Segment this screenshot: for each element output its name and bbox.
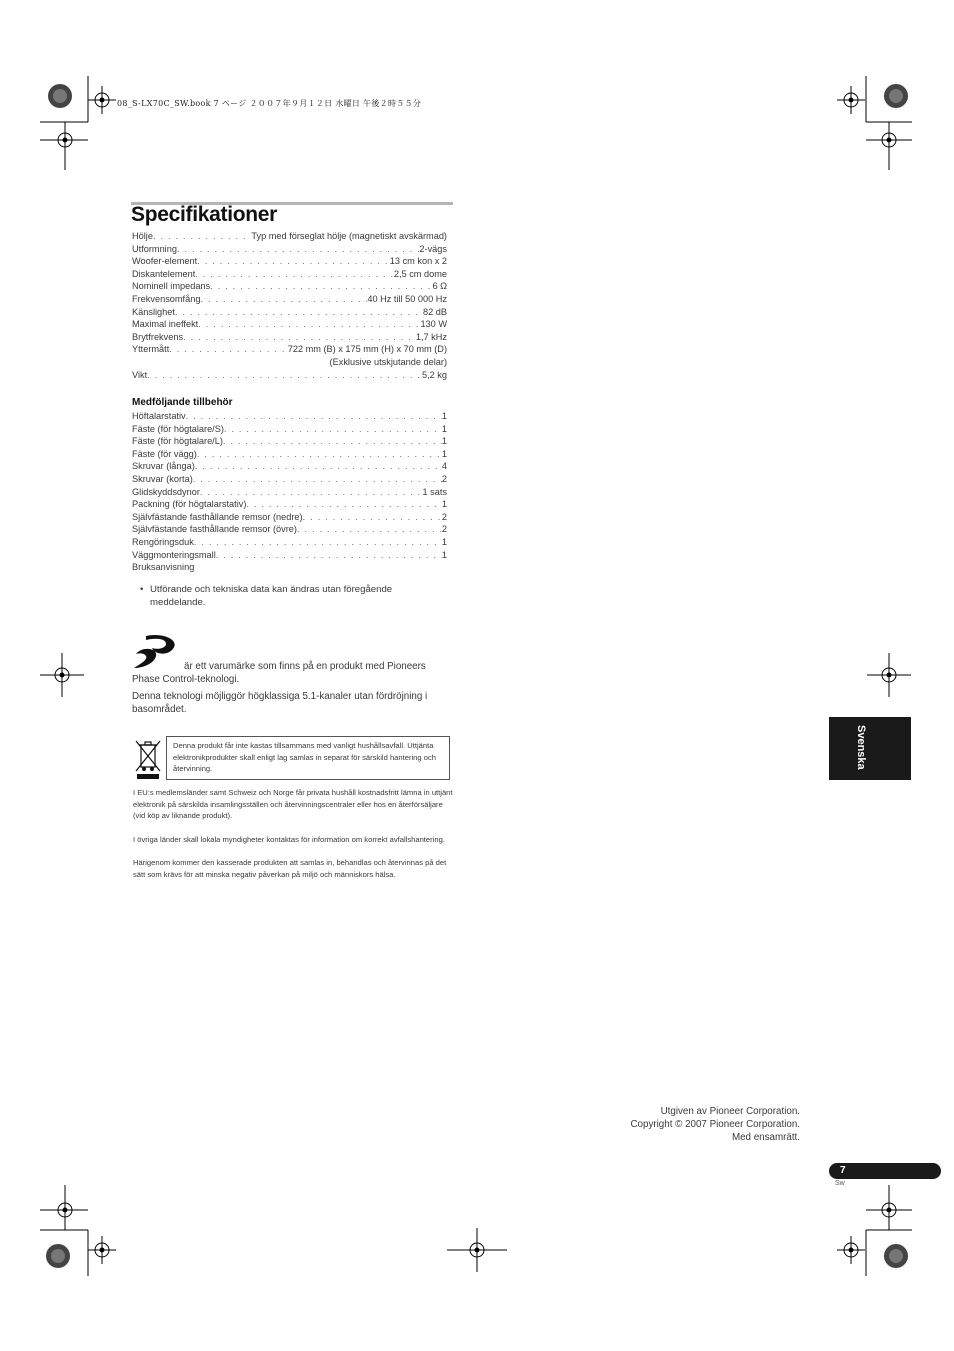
spec-row xyxy=(132,243,447,256)
accessory-row xyxy=(132,561,447,574)
trademark-line-1: är ett varumärke som finns på en produkt med Pioneers xyxy=(184,661,426,672)
accessory-row xyxy=(132,410,447,423)
spec-note: (Exklusive utskjutande delar) xyxy=(329,356,447,367)
accessory-qty: 2 xyxy=(441,511,447,522)
accessory-row xyxy=(132,498,447,511)
spec-value: 130 W xyxy=(420,319,447,330)
spec-label: Hölje xyxy=(132,231,153,241)
disposal-paragraph: Härigenom kommer den kasserade produkten att samlas in, behandlas och återvinnas på det sätt som krävs för att minska negativ påverkan på miljö och människors hälsa. xyxy=(133,858,447,879)
spec-value: 6 Ω xyxy=(432,281,447,292)
bullet-icon: • xyxy=(140,584,144,595)
accessory-label: Bruksanvisning xyxy=(132,562,195,573)
accessory-label: Självfästande fasthållande remsor (nedre) xyxy=(132,511,303,522)
trademark-line-2: Phase Control-teknologi. xyxy=(132,674,240,685)
accessory-qty: 1 xyxy=(441,436,447,447)
copyright-line: Copyright © 2007 Pioneer Corporation. xyxy=(630,1119,800,1130)
spec-value: 2-vägs xyxy=(419,243,447,254)
spec-row xyxy=(132,280,447,293)
spec-value: 82 dB xyxy=(422,306,447,317)
copyright-line: Utgiven av Pioneer Corporation. xyxy=(660,1106,800,1117)
accessory-qty: 1 xyxy=(441,411,447,421)
spec-label: Diskantelement xyxy=(132,268,196,279)
accessory-qty: 1 sats xyxy=(422,486,447,497)
accessory-row xyxy=(132,460,447,473)
accessory-row xyxy=(132,549,447,562)
accessories-heading: Medföljande tillbehör xyxy=(132,397,233,408)
spec-label: Brytfrekvens xyxy=(132,331,184,342)
spec-row xyxy=(132,230,447,243)
accessory-qty: 1 xyxy=(441,423,447,434)
spec-list xyxy=(132,230,447,381)
language-tab-label: Svenska xyxy=(855,725,867,770)
accessory-label: Höftalarstativ xyxy=(132,411,186,421)
disposal-paragraph: I EU:s medlemsländer samt Schweiz och Norge får privata hushåll kostnadsfritt lämna in uttjänt elektronik på särskilda insamlingsställen och återvinningscentraler eller hos en återförsäljare (vid köp av liknande produkt). xyxy=(133,788,453,821)
page-number: 7 xyxy=(840,1165,846,1176)
spec-value: 5,2 kg xyxy=(421,369,447,380)
accessory-label: Rengöringsduk xyxy=(132,536,194,547)
spec-row xyxy=(132,369,447,382)
spec-value: 40 Hz till 50 000 Hz xyxy=(367,293,447,304)
accessory-label: Packning (för högtalarstativ) xyxy=(132,499,247,510)
accessory-row xyxy=(132,511,447,524)
spec-label: Känslighet xyxy=(132,306,175,317)
accessory-label: Fäste (för högtalare/S) xyxy=(132,423,224,434)
accessory-label: Skruvar (långa) xyxy=(132,461,195,472)
accessory-label: Självfästande fasthållande remsor (övre) xyxy=(132,524,297,535)
accessory-qty: 1 xyxy=(441,499,447,510)
accessory-qty: 4 xyxy=(441,461,447,472)
disposal-text xyxy=(133,787,455,892)
spec-row xyxy=(132,318,447,331)
spec-label: Woofer-element xyxy=(132,256,198,267)
spec-value: 1,7 kHz xyxy=(415,331,447,342)
spec-value: 13 cm kon x 2 xyxy=(389,256,447,267)
spec-row xyxy=(132,331,447,344)
page-title: Specifikationer xyxy=(131,203,278,226)
copyright-block xyxy=(630,1105,800,1144)
technology-text: Denna teknologi möjliggör högklassiga 5.1-kanaler utan fördröjning i basområdet. xyxy=(132,691,428,715)
spec-label: Maximal ineffekt xyxy=(132,319,199,330)
accessory-qty: 2 xyxy=(441,473,447,484)
accessory-label: Fäste (för högtalare/L) xyxy=(132,436,223,447)
weee-notice-box: Denna produkt får inte kastas tillsammans med vanligt hushållsavfall. Uttjänta elektronikprodukter skall enligt lag samlas in separat för särskild hantering och återvinning. xyxy=(166,736,450,780)
language-tab xyxy=(829,717,911,780)
spec-value: Typ med förseglat hölje (magnetiskt avskärmad) xyxy=(251,231,447,241)
spec-row xyxy=(132,268,447,281)
accessory-label: Glidskyddsdynor xyxy=(132,486,200,497)
file-info-header: 08_S-LX70C_SW.book 7 ページ ２００７年９月１２日 水曜日 午後２時５５分 xyxy=(117,99,422,108)
spec-label: Vikt xyxy=(132,369,148,380)
accessory-row xyxy=(132,523,447,536)
accessory-qty: 1 xyxy=(441,448,447,459)
disposal-paragraph: I övriga länder skall lokala myndigheter kontaktas för information om korrekt avfallshantering. xyxy=(133,834,445,844)
spec-row xyxy=(132,255,447,268)
trademark-text xyxy=(132,660,454,686)
accessory-qty: 1 xyxy=(441,549,447,560)
accessory-label: Fäste (för vägg) xyxy=(132,448,197,459)
accessory-row xyxy=(132,486,447,499)
copyright-line: Med ensamrätt. xyxy=(731,1132,800,1143)
accessory-row xyxy=(132,473,447,486)
page-language-code: Sw xyxy=(835,1180,845,1187)
accessory-label: Skruvar (korta) xyxy=(132,473,193,484)
spec-row xyxy=(132,293,447,306)
accessory-row xyxy=(132,448,447,461)
accessory-label: Väggmonteringsmall xyxy=(132,549,216,560)
spec-row xyxy=(132,343,447,356)
spec-label: Utformning xyxy=(132,243,177,254)
accessory-row xyxy=(132,536,447,549)
accessory-qty: 2 xyxy=(441,524,447,535)
spec-label: Frekvensomfång xyxy=(132,293,201,304)
crossed-bin-icon xyxy=(134,738,162,780)
spec-label: Nominell impedans xyxy=(132,281,211,292)
accessories-list xyxy=(132,410,447,574)
spec-value: 2,5 cm dome xyxy=(393,268,447,279)
spec-label: Yttermått xyxy=(132,344,170,355)
accessory-row xyxy=(132,435,447,448)
spec-row xyxy=(132,306,447,319)
bullet-text: Utförande och tekniska data kan ändras utan föregående meddelande. xyxy=(150,584,393,608)
accessory-qty: 1 xyxy=(441,536,447,547)
accessory-row xyxy=(132,423,447,436)
spec-value: 722 mm (B) x 175 mm (H) x 70 mm (D) xyxy=(287,344,447,355)
bullet-note xyxy=(140,584,440,609)
